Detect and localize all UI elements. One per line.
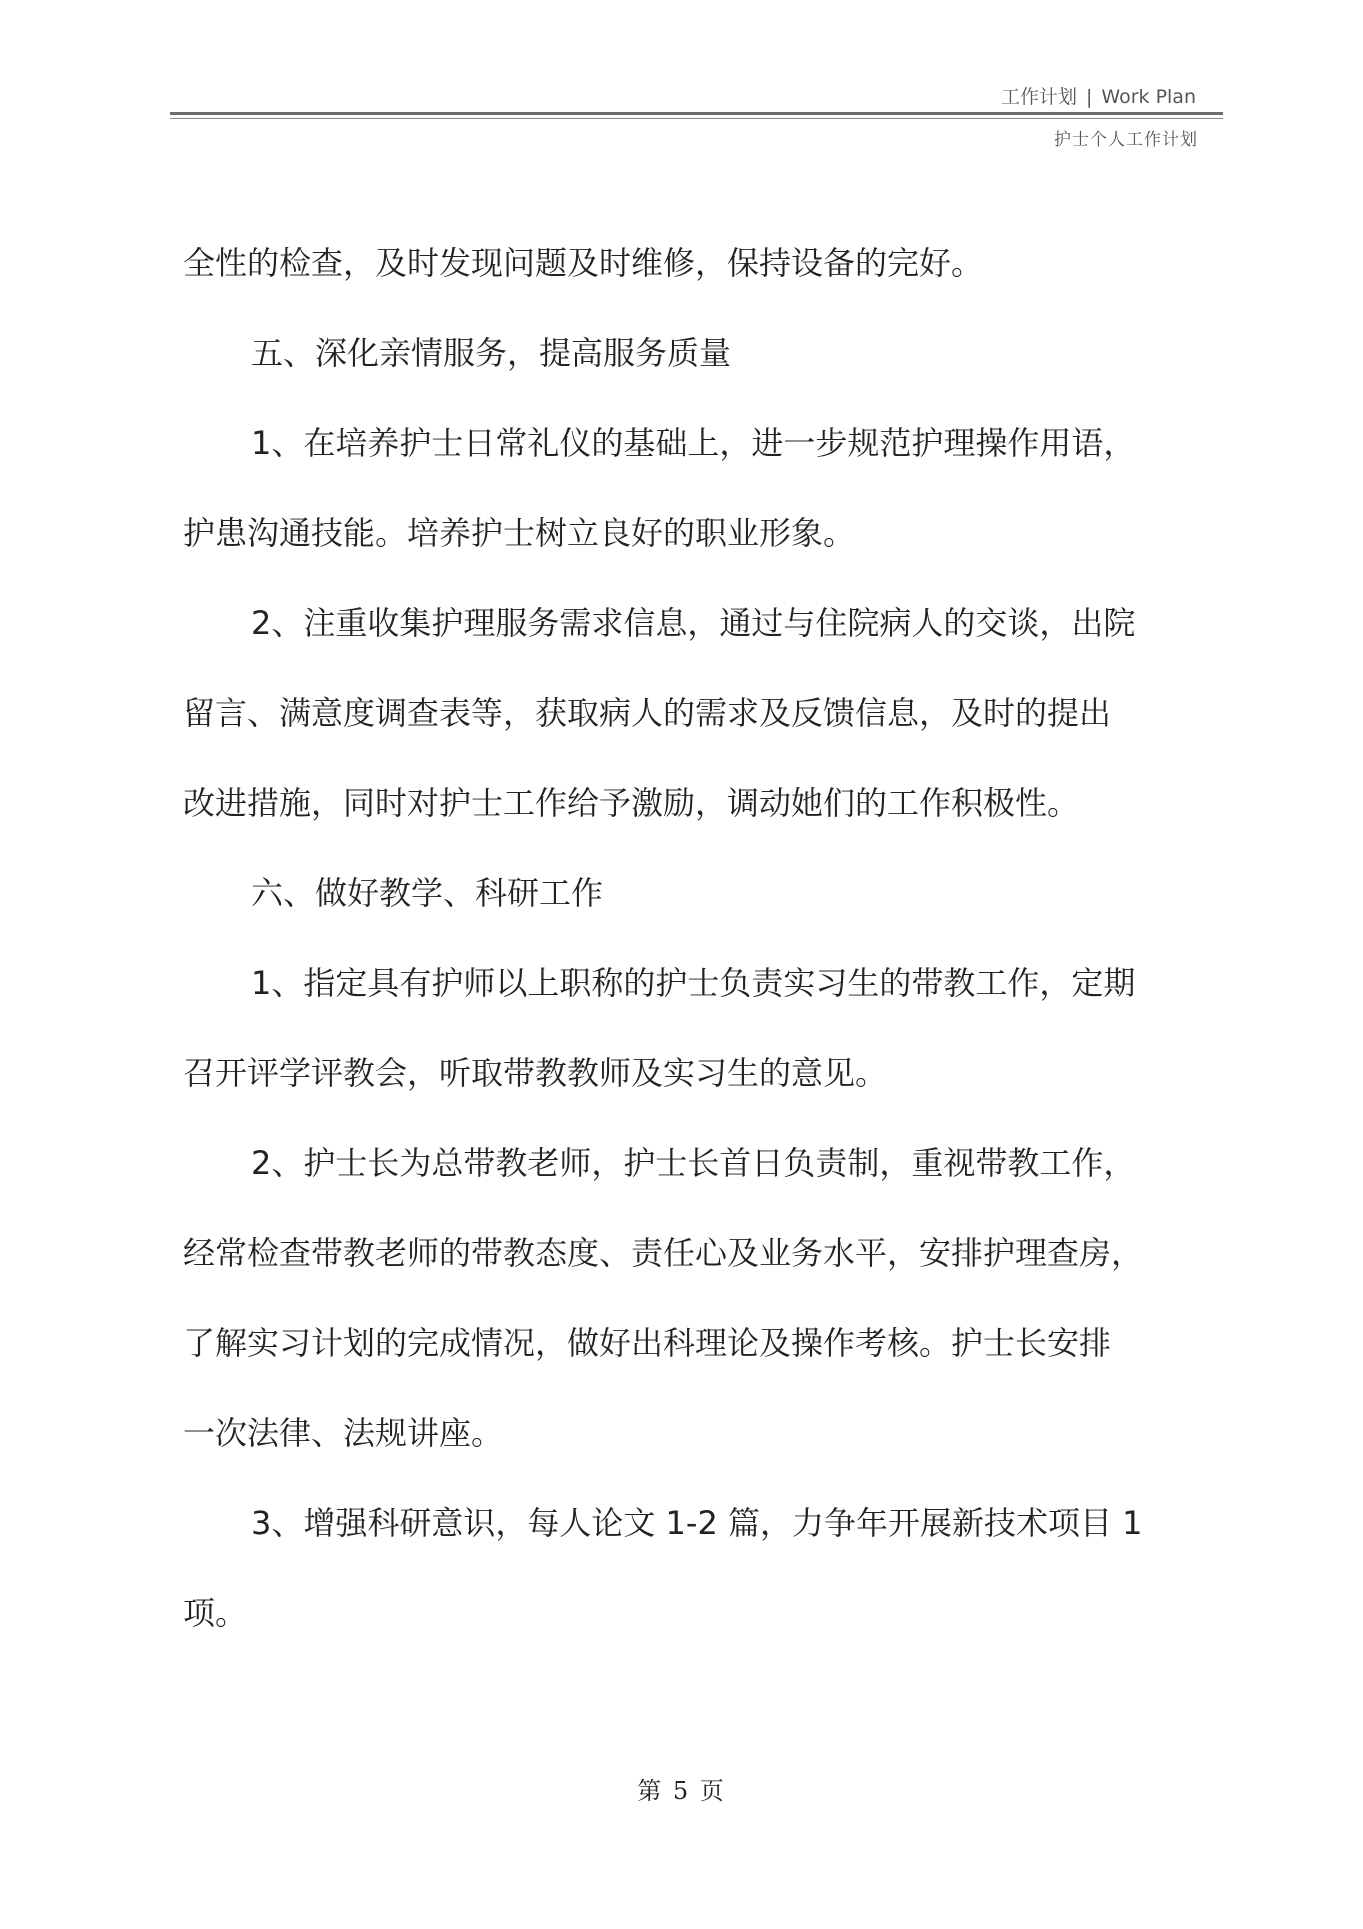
body-line: 3、增强科研意识，每人论文 1-2 篇，力争年开展新技术项目 1 [251, 1504, 1143, 1542]
body-line: 经常检查带教老师的带教态度、责任心及业务水平，安排护理查房， [183, 1234, 1144, 1272]
body-line: 召开评学评教会，听取带教教师及实习生的意见。 [183, 1054, 888, 1092]
header-category-cn: 工作计划 [1001, 86, 1078, 108]
body-line: 六、做好教学、科研工作 [251, 874, 604, 912]
header-subtitle: 护士个人工作计划 [1054, 130, 1198, 150]
body-line: 了解实习计划的完成情况，做好出科理论及操作考核。护士长安排 [183, 1324, 1112, 1362]
header-rule-thick [170, 112, 1223, 115]
header-category-en: Work Plan [1101, 86, 1196, 108]
document-body [183, 218, 1203, 1658]
body-line: 留言、满意度调查表等，获取病人的需求及反馈信息，及时的提出 [183, 694, 1112, 732]
body-line: 一次法律、法规讲座。 [183, 1414, 504, 1452]
body-line: 全性的检查，及时发现问题及时维修，保持设备的完好。 [183, 244, 984, 282]
body-line: 改进措施，同时对护士工作给予激励，调动她们的工作积极性。 [183, 784, 1080, 822]
header-category [1001, 82, 1196, 109]
body-line: 护患沟通技能。培养护士树立良好的职业形象。 [183, 514, 856, 552]
body-line: 2、护士长为总带教老师，护士长首日负责制，重视带教工作， [251, 1144, 1136, 1182]
body-line: 1、在培养护士日常礼仪的基础上，进一步规范护理操作用语， [251, 424, 1136, 462]
body-line: 项。 [183, 1594, 248, 1632]
header-rule-thin [170, 118, 1223, 119]
header-separator: | [1086, 86, 1093, 108]
body-line: 2、注重收集护理服务需求信息，通过与住院病人的交谈，出院 [251, 604, 1136, 642]
page-number: 第 5 页 [637, 1777, 726, 1805]
body-line: 五、深化亲情服务，提高服务质量 [251, 334, 732, 372]
body-line: 1、指定具有护师以上职称的护士负责实习生的带教工作，定期 [251, 964, 1136, 1002]
